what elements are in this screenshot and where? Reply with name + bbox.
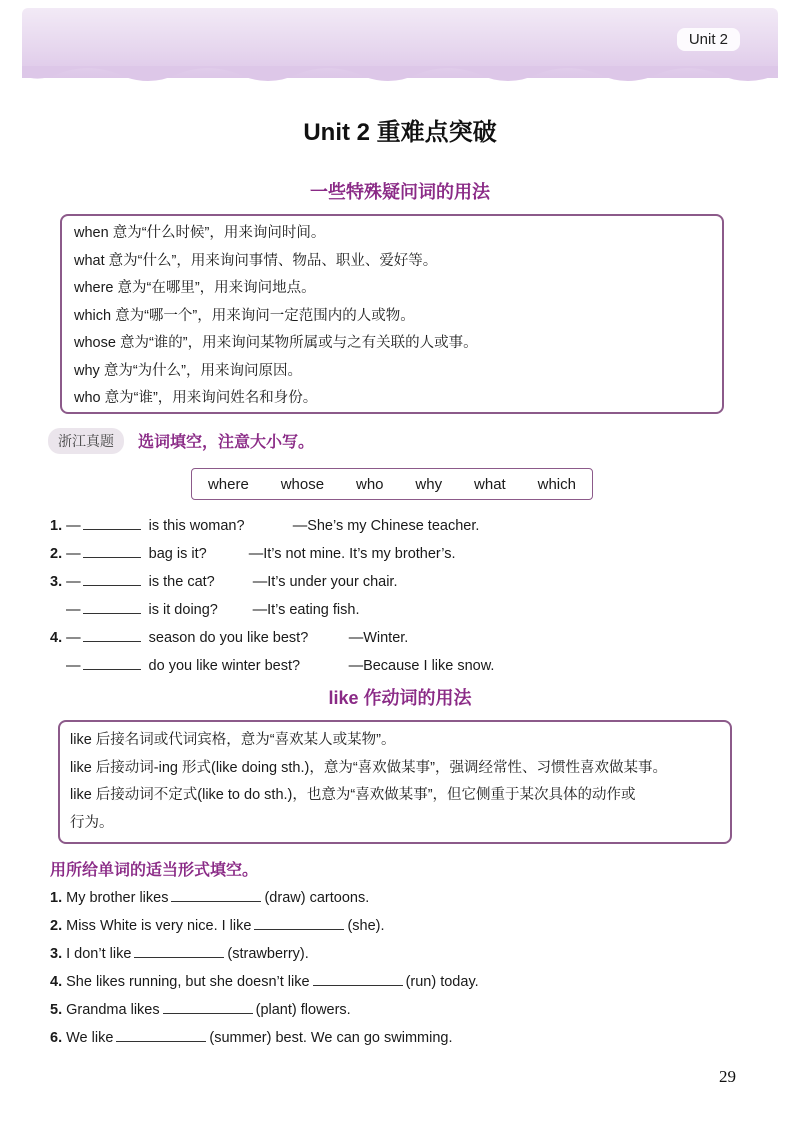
answer-blank[interactable]	[254, 917, 344, 930]
question-row: 2. Miss White is very nice. I like (she).	[50, 918, 385, 934]
answer-blank[interactable]	[116, 1029, 206, 1042]
rule-which: which 意为“哪一个”，用来询问一定范围内的人或物。	[74, 307, 415, 324]
question-row: 4. She likes running, but she doesn’t like (run) today.	[50, 974, 479, 990]
answer-blank[interactable]	[83, 629, 141, 642]
answer-blank[interactable]	[83, 601, 141, 614]
rule-like-noun: like 后接名词或代词宾格，意为“喜欢某人或某物”。	[70, 732, 396, 748]
word-bank-item: who	[355, 475, 384, 493]
answer-blank[interactable]	[134, 945, 224, 958]
question-row: 3. I don’t like (strawberry).	[50, 946, 309, 962]
rule-where: where 意为“在哪里”，用来询问地点。	[74, 280, 316, 296]
question-row: 1. My brother likes (draw) cartoons.	[50, 890, 370, 906]
word-bank-item: which	[537, 475, 576, 493]
section1-title: 一些特殊疑问词的用法	[310, 182, 490, 202]
section1-rules-box	[60, 214, 724, 414]
question-row: 5. Grandma likes (plant) flowers.	[50, 1002, 351, 1018]
answer-blank[interactable]	[83, 545, 141, 558]
question-row: 1. — is this woman? —She’s my Chinese teacher.	[50, 518, 480, 534]
question-row: 6. We like (summer) best. We can go swimming.	[50, 1030, 453, 1046]
question-row: — do you like winter best? —Because I like snow.	[66, 658, 495, 674]
rule-like-to-do-cont: 行为。	[70, 814, 114, 831]
question-row: — is it doing? —It’s eating fish.	[66, 602, 360, 618]
exam-tag: 浙江真题	[48, 428, 124, 454]
question-row: 3. — is the cat? —It’s under your chair.	[50, 574, 398, 590]
rule-why: why 意为“为什么”，用来询问原因。	[74, 362, 302, 379]
rule-who: who 意为“谁”，用来询问姓名和身份。	[74, 390, 318, 406]
answer-blank[interactable]	[171, 889, 261, 902]
answer-blank[interactable]	[83, 657, 141, 670]
rule-like-to-do: like 后接动词不定式(like to do sth.)，也意为“喜欢做某事”，但它侧重于某次具体的动作或	[70, 787, 636, 803]
word-bank-item: what	[474, 475, 506, 493]
page-number: 29	[719, 1067, 736, 1086]
word-bank-item: why	[415, 475, 443, 493]
section2-title: like 作动词的用法	[328, 688, 472, 708]
rule-whose: whose 意为“谁的”，用来询问某物所属或与之有关联的人或事。	[74, 335, 478, 351]
rule-like-ing: like 后接动词-ing 形式(like doing sth.)，意为“喜欢做某事”，强调经常性、习惯性喜欢做某事。	[70, 759, 667, 776]
section1-instruction: 选词填空，注意大小写。	[138, 434, 315, 451]
section2-rules-box	[58, 720, 732, 844]
answer-blank[interactable]	[163, 1001, 253, 1014]
unit-tag: Unit 2	[677, 28, 740, 51]
question-row: 2. — bag is it? —It’s not mine. It’s my brother’s.	[50, 546, 456, 562]
banner-wave-decoration	[22, 66, 778, 90]
page-title: Unit 2 重难点突破	[303, 119, 497, 146]
rule-when: when 意为“什么时候”，用来询问时间。	[74, 225, 326, 241]
word-bank-item: whose	[280, 475, 325, 493]
answer-blank[interactable]	[313, 973, 403, 986]
section2-instruction: 用所给单词的适当形式填空。	[50, 862, 259, 879]
word-bank-item: where	[207, 475, 249, 493]
answer-blank[interactable]	[83, 517, 141, 530]
word-bank	[191, 468, 593, 500]
rule-what: what 意为“什么”，用来询问事情、物品、职业、爱好等。	[74, 252, 438, 269]
question-row: 4. — season do you like best? —Winter.	[50, 630, 409, 646]
answer-blank[interactable]	[83, 573, 141, 586]
